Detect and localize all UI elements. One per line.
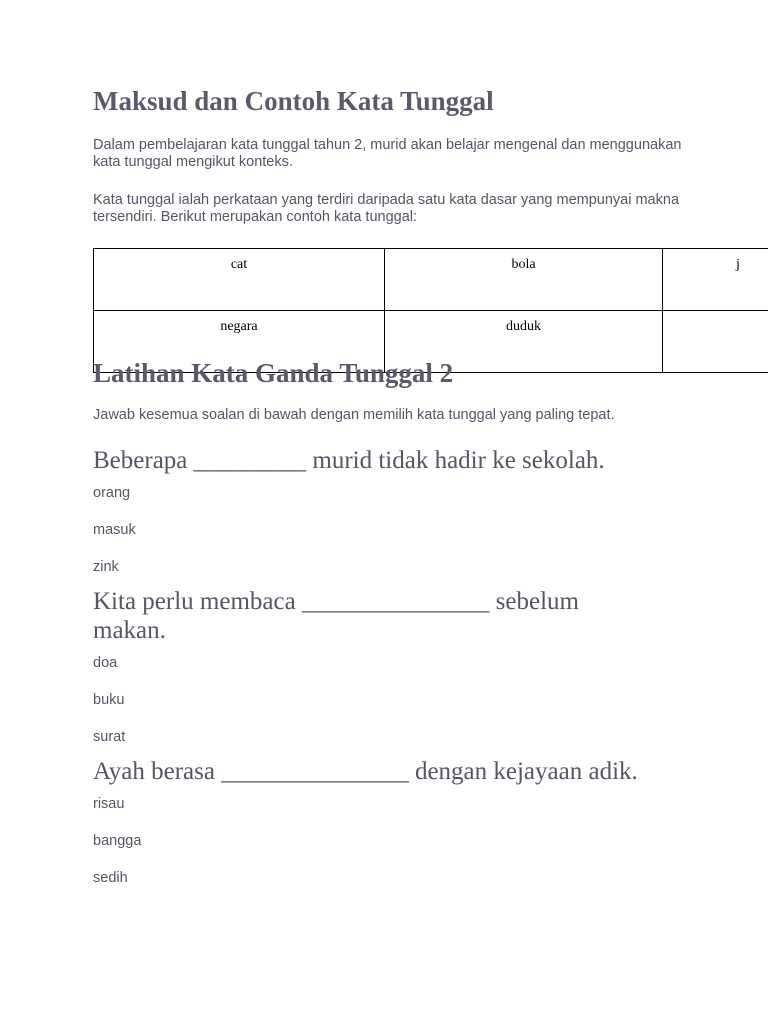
exercise-title: Latihan Kata Ganda Tunggal 2	[93, 358, 454, 388]
question-3: Ayah berasa _______________ dengan kejayaan adik.	[93, 758, 638, 785]
intro-paragraph-2: Kata tunggal ialah perkataan yang terdiri daripada satu kata dasar yang mempunyai makna tersendiri. Berikut merupakan contoh kata tunggal:	[93, 192, 680, 225]
question-2: Kita perlu membaca _______________ sebelum makan.	[93, 588, 579, 644]
table-cell	[663, 311, 768, 373]
table-row	[94, 249, 768, 311]
exercise-instruction: Jawab kesemua soalan di bawah dengan memilih kata tunggal yang paling tepat.	[93, 407, 615, 423]
table-cell: duduk	[385, 311, 663, 373]
table-cell: j	[663, 249, 768, 311]
question-1: Beberapa _________ murid tidak hadir ke sekolah.	[93, 447, 605, 474]
answer-option[interactable]: buku	[93, 692, 125, 708]
answer-option[interactable]: orang	[93, 485, 131, 501]
example-words-table	[93, 248, 768, 373]
answer-option[interactable]: surat	[93, 729, 126, 745]
answer-option[interactable]: doa	[93, 655, 118, 671]
answer-option[interactable]: bangga	[93, 833, 142, 849]
page-title: Maksud dan Contoh Kata Tunggal	[93, 86, 494, 116]
answer-option[interactable]: zink	[93, 559, 119, 575]
answer-option[interactable]: risau	[93, 796, 125, 812]
table-cell: negara	[94, 311, 385, 373]
table-cell: cat	[94, 249, 385, 311]
intro-paragraph-1: Dalam pembelajaran kata tunggal tahun 2, murid akan belajar mengenal dan menggunakan kata tunggal mengikut konteks.	[93, 137, 682, 170]
table-cell: bola	[385, 249, 663, 311]
answer-option[interactable]: sedih	[93, 870, 128, 886]
answer-option[interactable]: masuk	[93, 522, 136, 538]
